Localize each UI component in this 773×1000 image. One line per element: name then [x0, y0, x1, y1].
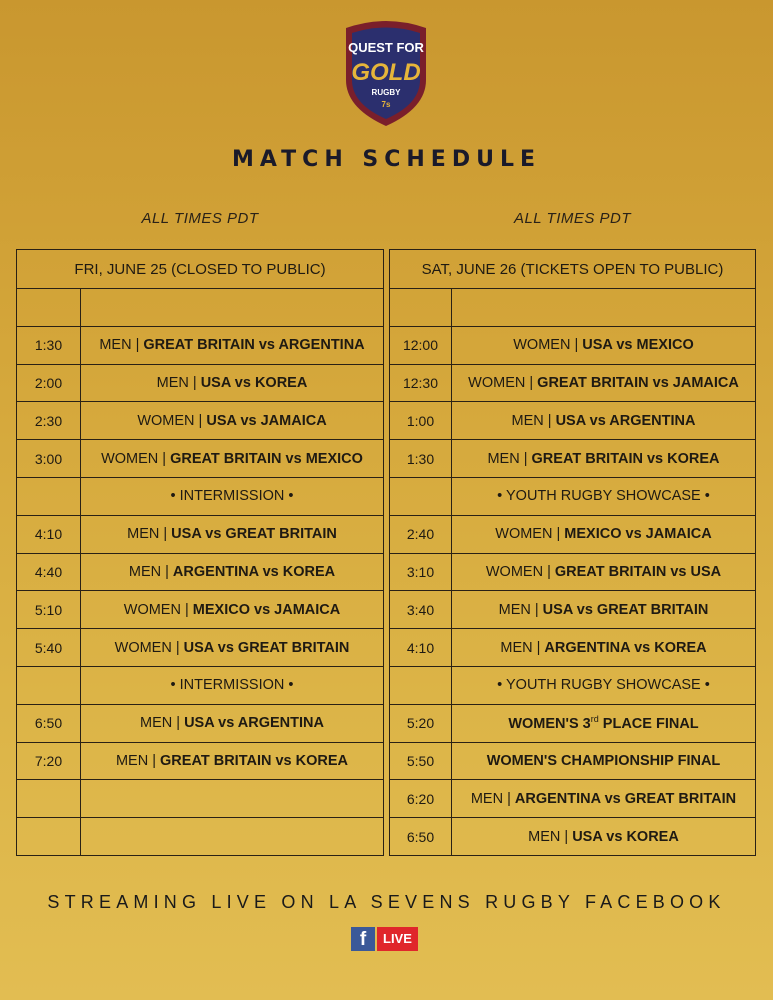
match-time: 5:40 [17, 629, 81, 667]
right-schedule-row [390, 402, 756, 440]
match-time: 4:40 [17, 553, 81, 591]
match-time: 5:20 [390, 704, 452, 742]
match-teams: • INTERMISSION • [170, 488, 294, 505]
left-schedule-row [17, 402, 384, 440]
match-category: MEN | [498, 601, 539, 618]
right-schedule-row [390, 553, 756, 591]
match-time: 2:00 [17, 364, 81, 402]
right-schedule-row [390, 591, 756, 629]
left-schedule-row [17, 666, 384, 704]
right-schedule-row [390, 818, 756, 856]
match-teams: GREAT BRITAIN vs JAMAICA [537, 374, 739, 391]
match-category: WOMEN | [101, 450, 167, 467]
match-category: WOMEN | [485, 563, 551, 580]
match-teams: USA vs GREAT BRITAIN [542, 601, 709, 618]
facebook-icon: f [351, 927, 375, 951]
match-cell [452, 742, 756, 780]
match-cell [81, 326, 384, 364]
right-schedule-row [390, 515, 756, 553]
right-timezone-note: ALL TIMES PDT [513, 210, 632, 227]
match-cell [81, 742, 384, 780]
ordinal-suffix: rd [590, 714, 599, 725]
match-cell [81, 364, 384, 402]
match-time [17, 477, 81, 515]
right-schedule-row [390, 289, 756, 327]
match-time: 5:10 [17, 591, 81, 629]
match-time [17, 818, 81, 856]
left-schedule-row [17, 553, 384, 591]
match-category: WOMEN | [114, 639, 180, 656]
match-teams: GREAT BRITAIN vs KOREA [531, 450, 720, 467]
match-teams: USA vs KOREA [572, 828, 679, 845]
match-category: WOMEN | [495, 526, 561, 543]
match-category: MEN | [156, 374, 197, 391]
match-teams: USA vs ARGENTINA [555, 412, 696, 429]
match-teams: GREAT BRITAIN vs ARGENTINA [143, 337, 365, 354]
match-category: WOMEN | [513, 337, 579, 354]
match-time: 2:40 [390, 515, 452, 553]
match-teams: USA vs GREAT BRITAIN [171, 526, 337, 543]
right-schedule-row [390, 704, 756, 742]
left-timezone-note: ALL TIMES PDT [141, 210, 259, 227]
match-teams: WOMEN'S CHAMPIONSHIP FINAL [486, 752, 721, 769]
match-category: WOMEN | [468, 374, 534, 391]
right-schedule-row [390, 440, 756, 478]
match-cell [452, 477, 756, 515]
right-schedule-row [390, 326, 756, 364]
match-cell [452, 402, 756, 440]
match-time: 1:30 [17, 326, 81, 364]
match-time [390, 289, 452, 327]
left-schedule-row [17, 289, 384, 327]
match-time: 6:50 [17, 704, 81, 742]
match-cell [81, 629, 384, 667]
match-teams: MEXICO vs JAMAICA [192, 601, 341, 618]
match-time: 6:20 [390, 780, 452, 818]
match-time [390, 666, 452, 704]
match-time: 12:00 [390, 326, 452, 364]
right-schedule-row [390, 742, 756, 780]
match-category: WOMEN | [123, 601, 189, 618]
match-time: 5:50 [390, 742, 452, 780]
match-category: MEN | [511, 412, 552, 429]
match-time [17, 780, 81, 818]
right-schedule-row [390, 780, 756, 818]
match-teams: ARGENTINA vs GREAT BRITAIN [514, 790, 737, 807]
match-time [390, 477, 452, 515]
match-cell [81, 440, 384, 478]
match-cell [452, 591, 756, 629]
right-schedule-row [390, 666, 756, 704]
quest-for-gold-logo [340, 18, 432, 128]
match-teams: ARGENTINA vs KOREA [172, 563, 336, 580]
match-teams: • YOUTH RUGBY SHOWCASE • [497, 677, 710, 694]
match-cell [452, 629, 756, 667]
match-time [17, 666, 81, 704]
match-time: 6:50 [390, 818, 452, 856]
match-cell [452, 818, 756, 856]
left-schedule-row [17, 364, 384, 402]
friday-schedule-table [16, 249, 384, 856]
match-category: MEN | [99, 337, 140, 354]
match-time: 1:00 [390, 402, 452, 440]
match-teams: GREAT BRITAIN vs MEXICO [170, 450, 363, 467]
match-teams: GREAT BRITAIN vs USA [554, 563, 722, 580]
match-cell [452, 704, 756, 742]
match-category: MEN | [470, 790, 511, 807]
logo-line3: RUGBY [371, 88, 401, 97]
saturday-schedule-table [389, 249, 756, 856]
match-cell [452, 780, 756, 818]
left-schedule-row [17, 704, 384, 742]
match-teams: ARGENTINA vs KOREA [544, 639, 707, 656]
match-teams: • INTERMISSION • [170, 677, 294, 694]
match-cell [81, 553, 384, 591]
match-time: 3:10 [390, 553, 452, 591]
match-cell [452, 440, 756, 478]
match-category: MEN | [140, 715, 181, 732]
left-schedule-row [17, 742, 384, 780]
match-cell [81, 289, 384, 327]
match-teams: WOMEN'S 3 [508, 716, 591, 733]
match-cell [81, 666, 384, 704]
match-cell [81, 780, 384, 818]
left-schedule-row [17, 591, 384, 629]
match-category: MEN | [128, 563, 169, 580]
saturday-header: SAT, JUNE 26 (TICKETS OPEN TO PUBLIC) [390, 250, 756, 289]
left-schedule-row [17, 326, 384, 364]
match-teams: GREAT BRITAIN vs KOREA [160, 752, 349, 769]
match-cell [81, 818, 384, 856]
match-cell [81, 402, 384, 440]
match-category: MEN | [487, 450, 528, 467]
match-cell [452, 326, 756, 364]
match-teams: USA vs MEXICO [582, 337, 694, 354]
right-schedule-row [390, 477, 756, 515]
match-cell [452, 515, 756, 553]
live-label: LIVE [377, 927, 418, 951]
match-category: MEN | [127, 526, 168, 543]
match-cell [81, 704, 384, 742]
match-time: 1:30 [390, 440, 452, 478]
match-cell [81, 477, 384, 515]
match-time: 3:40 [390, 591, 452, 629]
match-cell [81, 515, 384, 553]
streaming-note: STREAMING LIVE ON LA SEVENS RUGBY FACEBOOK [47, 892, 726, 912]
match-time: 3:00 [17, 440, 81, 478]
friday-header: FRI, JUNE 25 (CLOSED TO PUBLIC) [17, 250, 384, 289]
logo-line2: GOLD [351, 59, 421, 86]
right-schedule-row [390, 364, 756, 402]
match-cell [452, 553, 756, 591]
left-schedule-row [17, 440, 384, 478]
match-time: 4:10 [390, 629, 452, 667]
match-cell [81, 591, 384, 629]
left-schedule-row [17, 818, 384, 856]
match-teams: MEXICO vs JAMAICA [564, 526, 712, 543]
logo-line1: QUEST FOR [348, 40, 424, 55]
match-time [17, 289, 81, 327]
match-teams: USA vs JAMAICA [206, 412, 327, 429]
match-teams: USA vs ARGENTINA [184, 715, 324, 732]
match-time: 7:20 [17, 742, 81, 780]
left-schedule-row [17, 629, 384, 667]
match-cell [452, 364, 756, 402]
match-teams: USA vs KOREA [200, 374, 308, 391]
page-title: MATCH SCHEDULE [231, 147, 542, 172]
match-time: 2:30 [17, 402, 81, 440]
match-time: 12:30 [390, 364, 452, 402]
match-category: MEN | [528, 828, 569, 845]
match-category: MEN | [115, 752, 156, 769]
left-schedule-row [17, 780, 384, 818]
facebook-live-badge[interactable] [351, 927, 418, 951]
right-schedule-row [390, 629, 756, 667]
left-schedule-row [17, 477, 384, 515]
match-category: MEN | [500, 639, 541, 656]
match-teams-suffix: PLACE FINAL [598, 716, 699, 733]
match-cell [452, 289, 756, 327]
left-schedule-row [17, 515, 384, 553]
match-teams: USA vs GREAT BRITAIN [183, 639, 350, 656]
match-category: WOMEN | [137, 412, 203, 429]
match-teams: • YOUTH RUGBY SHOWCASE • [497, 488, 710, 505]
logo-line4: 7s [381, 100, 391, 109]
match-time: 4:10 [17, 515, 81, 553]
match-cell [452, 666, 756, 704]
